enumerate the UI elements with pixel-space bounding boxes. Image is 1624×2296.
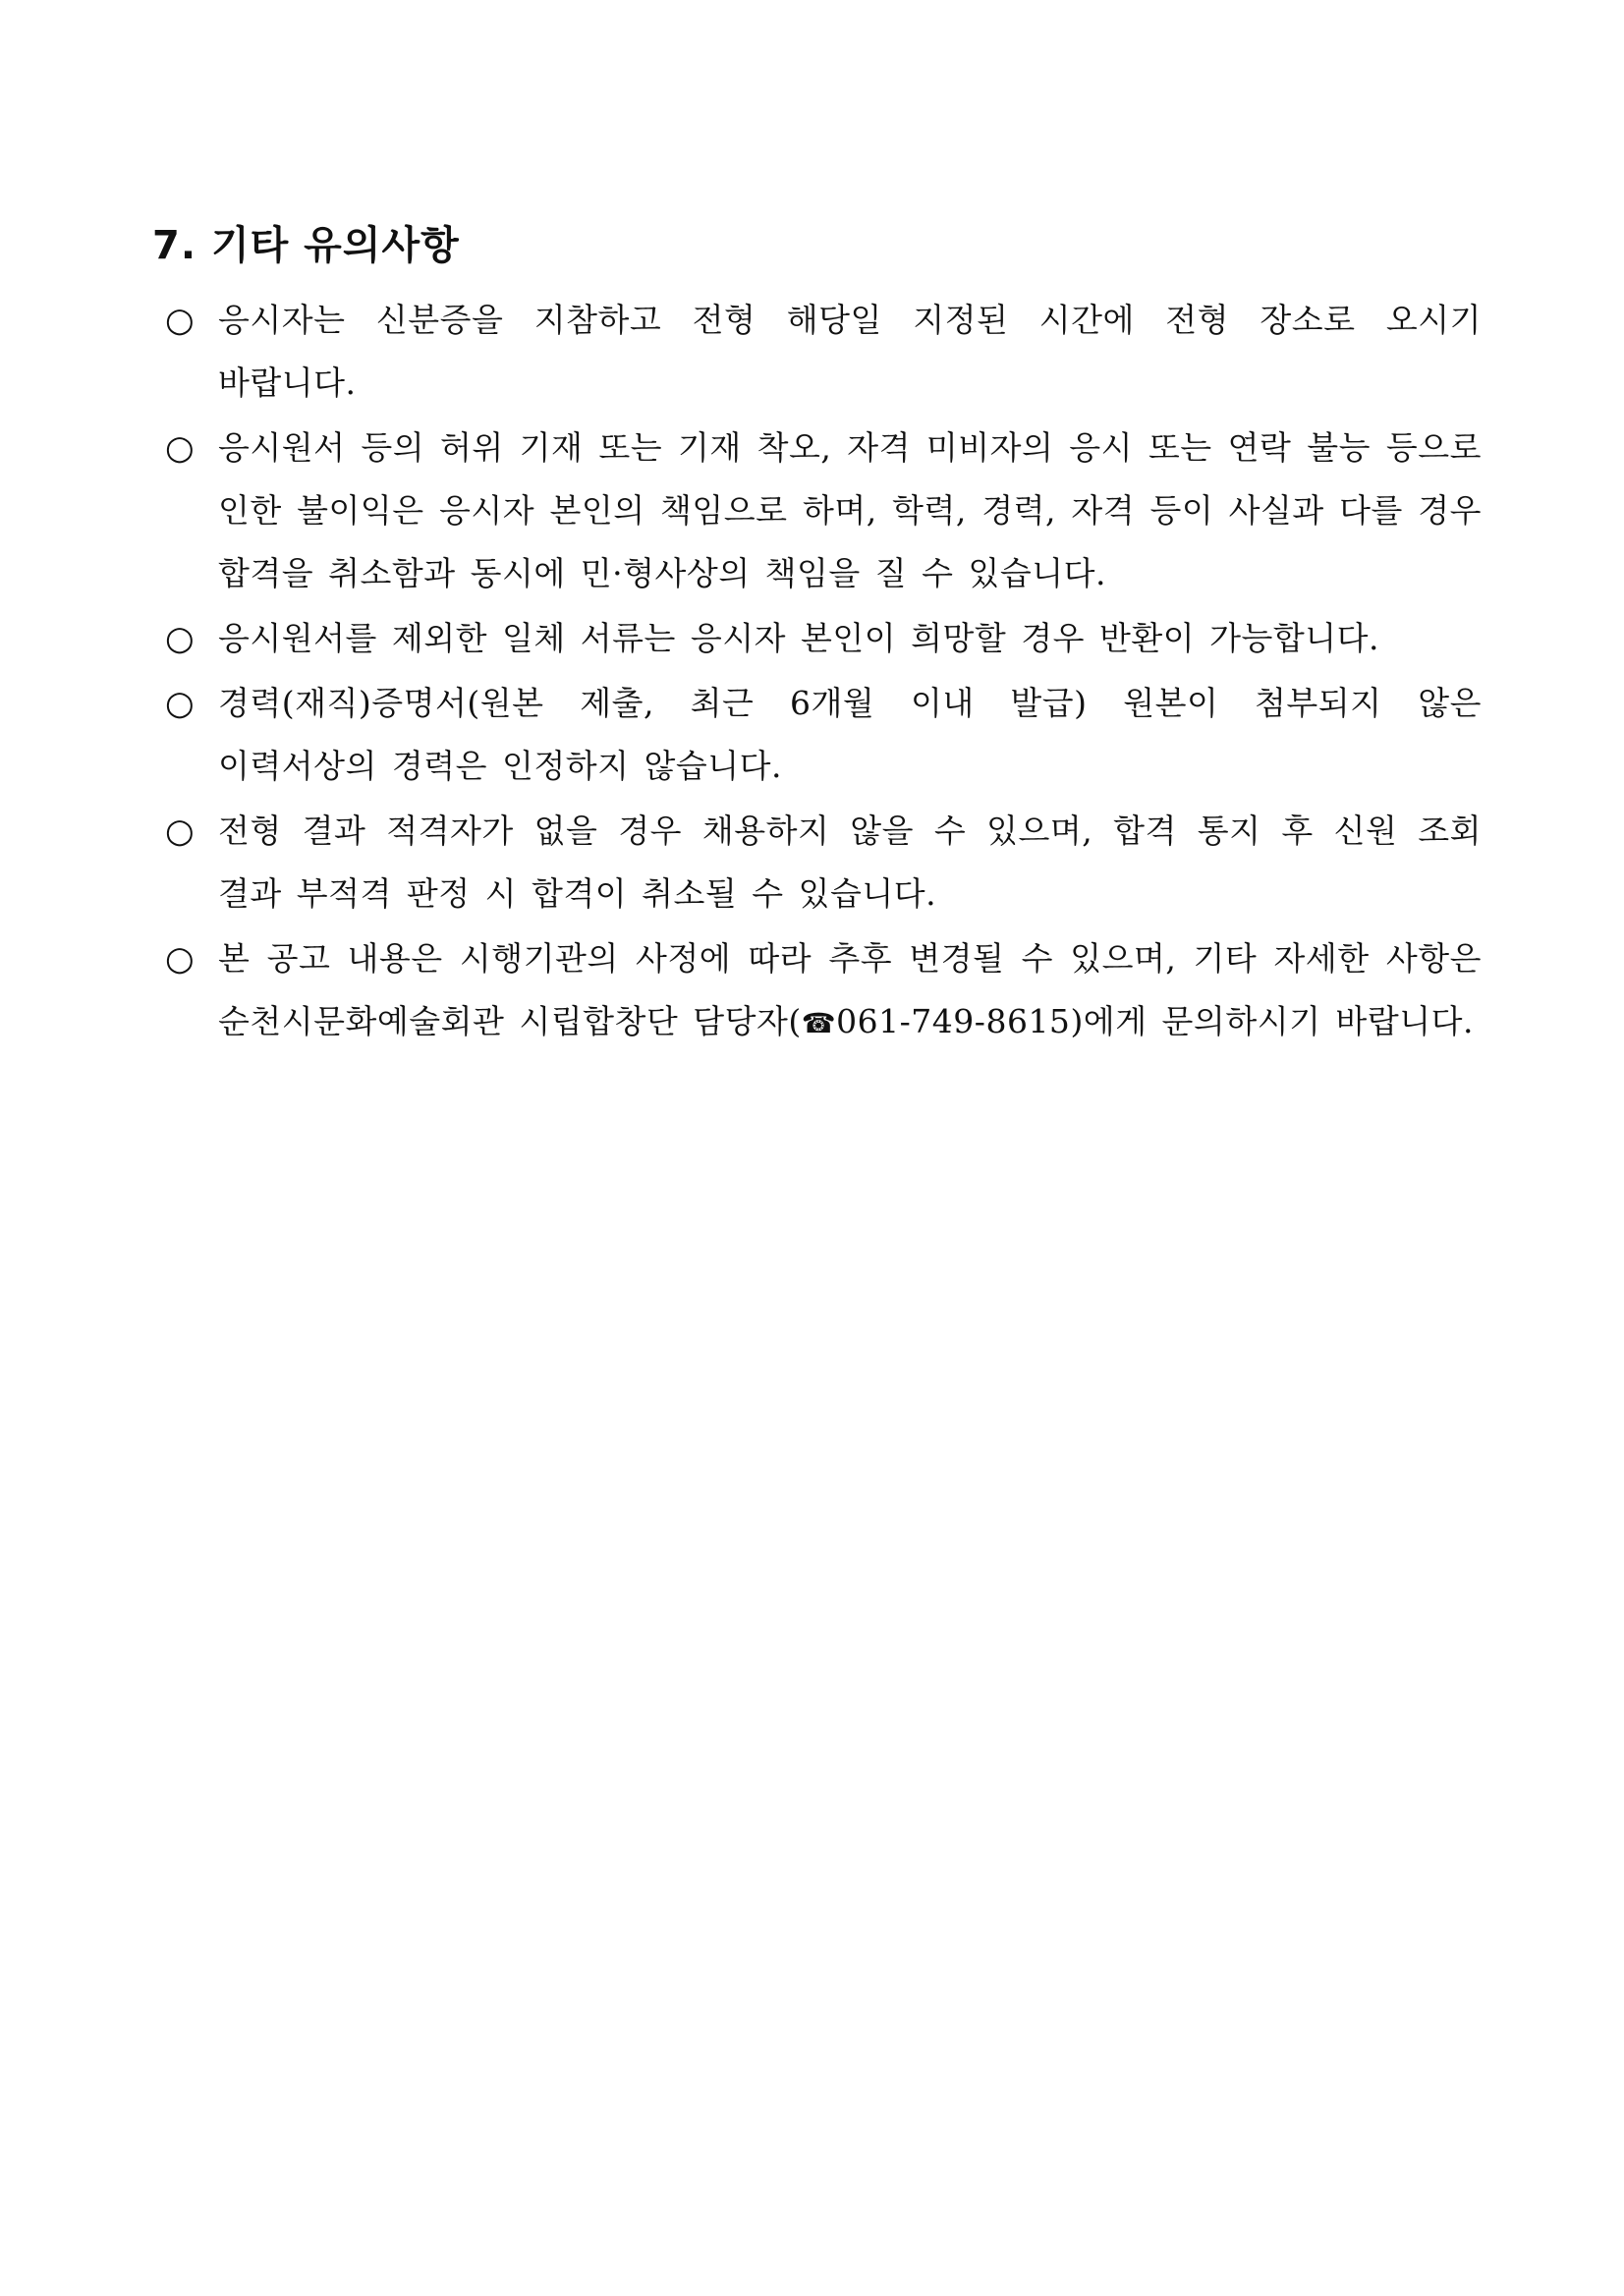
- contact-text-after: )에게 문의하시기 바랍니다.: [1070, 1002, 1474, 1040]
- section-title: 7. 기타 유의사항: [152, 223, 460, 268]
- list-item: [165, 607, 1482, 670]
- notice-text: 응시원서 등의 허위 기재 또는 기재 착오, 자격 미비자의 응시 또는 연락 불능 등으로 인한 불이익은 응시자 본인의 책임으로 하며, 학력, 경력, 자격 등이 사실과 다를 경우 합격을 취소함과 동시에 민·형사상의 책임을 질 수 있습니다.: [218, 428, 1482, 592]
- circle-bullet-icon: ○: [165, 619, 195, 658]
- circle-bullet-icon: ○: [165, 812, 195, 851]
- notice-text: 전형 결과 적격자가 없을 경우 채용하지 않을 수 있으며, 합격 통지 후 신원 조회 결과 부적격 판정 시 합격이 취소될 수 있습니다.: [218, 812, 1482, 913]
- list-item: [165, 800, 1482, 925]
- notice-text: 응시원서를 제외한 일체 서류는 응시자 본인이 희망할 경우 반환이 가능합니다.: [218, 619, 1379, 657]
- notice-text: 응시자는 신분증을 지참하고 전형 해당일 지정된 시간에 전형 장소로 오시기 바랍니다.: [218, 301, 1482, 402]
- circle-bullet-icon: ○: [165, 301, 195, 340]
- notice-text: [218, 927, 1482, 1055]
- list-item: [165, 927, 1482, 1055]
- phone-number: 061-749-8615: [836, 1002, 1071, 1040]
- circle-bullet-icon: ○: [165, 428, 195, 468]
- list-item: [165, 672, 1482, 798]
- list-item: [165, 289, 1482, 415]
- notice-text: 경력(재직)증명서(원본 제출, 최근 6개월 이내 발급) 원본이 첨부되지 않은 이력서상의 경력은 인정하지 않습니다.: [218, 684, 1482, 785]
- contact-text-before: 본 공고 내용은 시행기관의 사정에 따라 추후 변경될 수 있으며, 기타 자세한 사항은 순천시문화예술회관 시립합창단 담당자(: [218, 939, 1482, 1040]
- circle-bullet-icon: ○: [165, 684, 195, 723]
- list-item: [165, 417, 1482, 605]
- notice-list: [165, 289, 1482, 1057]
- phone-icon: ☎: [801, 1007, 837, 1039]
- circle-bullet-icon: ○: [165, 939, 195, 979]
